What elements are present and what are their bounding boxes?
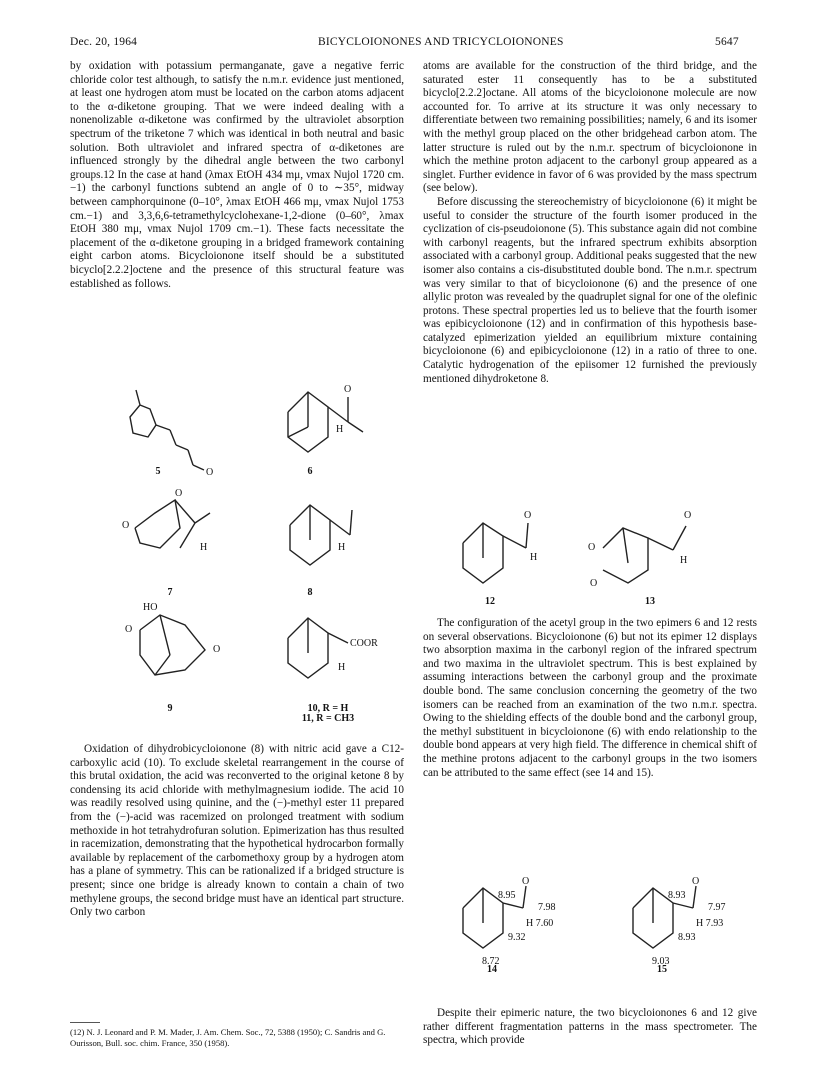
structure-6 bbox=[268, 382, 378, 472]
svg-text:H: H bbox=[200, 542, 208, 553]
structure-9 bbox=[115, 600, 245, 700]
left-paragraph-2: Oxidation of dihydrobicycloionone (8) with nitric acid gave a C12-carboxylic acid (10). To exclude skeletal rearrangement in the course of this brutal oxidation, the acid was reconverted to the original ketone 8 by condensing its acid chloride with methylmagnesium iodide. The acid 10 was readily resolved using quinine, and the (−)-methyl ester 11 prepared from the (−)-acid was racemized on prolonged treatment with sodium methoxide in hot tetrahydrofuran solution. Epimerization has thus resulted in racemization, demonstrating that the hypothetical hydrocarbon formally available by replacement of the carbomethoxy group by a hydrogen atom has a plane of symmetry. This can be rationalized if a bridged structure is present; since one bridge is already known to contain a chain of two methylene groups, the second bridge must have an identical part structure. Only two carbon bbox=[70, 743, 404, 919]
right-column-middle bbox=[423, 617, 757, 780]
right-paragraph-4: Despite their epimeric nature, the two bicycloionones 6 and 12 give rather different fragmentation patterns in the mass spectrometer. The spectra, which provide bbox=[423, 1007, 757, 1047]
label-9: 9 bbox=[167, 703, 173, 714]
svg-text:O: O bbox=[522, 876, 530, 887]
svg-text:H: H bbox=[336, 424, 344, 435]
svg-text:7.97: 7.97 bbox=[708, 902, 726, 913]
svg-text:9.03: 9.03 bbox=[652, 956, 670, 967]
label-14: 14 bbox=[487, 964, 497, 975]
svg-text:H: H bbox=[338, 542, 346, 553]
label-5: 5 bbox=[155, 466, 161, 477]
structure-8 bbox=[270, 495, 380, 585]
svg-text:O: O bbox=[213, 644, 221, 655]
svg-text:8.93: 8.93 bbox=[678, 932, 696, 943]
svg-text:HO: HO bbox=[143, 602, 158, 613]
svg-text:O: O bbox=[344, 384, 352, 395]
running-header-date: Dec. 20, 1964 bbox=[70, 36, 138, 48]
structure-14 bbox=[448, 878, 578, 968]
svg-text:O: O bbox=[684, 510, 692, 521]
svg-text:H 7.93: H 7.93 bbox=[696, 918, 724, 929]
label-11: 11, R = CH3 bbox=[301, 713, 355, 724]
right-column-bottom bbox=[423, 1007, 757, 1048]
label-13: 13 bbox=[645, 596, 655, 607]
label-12: 12 bbox=[485, 596, 495, 607]
page-number: 5647 bbox=[715, 36, 739, 48]
right-paragraph-1: atoms are available for the construction of the third bridge, and the saturated ester 11 consequently has to be a substituted bicyclo[2.2.2]octane. All atoms of the bicycloionone molecule are now accounted for. To arrive at its structure it was only necessary to differentiate between two remaining possibilities; namely, 6 and its isomer with the methyl group placed on the other bridgehead carbon atom. The latter structure is ruled out by the n.m.r. spectrum of bicycloionone in which the methine proton adjacent to the carbonyl group appeared as a singlet. Further evidence in favor of 6 was provided by the mass spectrum (see below). bbox=[423, 60, 757, 195]
label-8: 8 bbox=[307, 587, 313, 598]
left-column-top bbox=[70, 60, 404, 291]
svg-text:H: H bbox=[338, 662, 346, 673]
svg-text:8.95: 8.95 bbox=[498, 890, 516, 901]
svg-text:H 7.60: H 7.60 bbox=[526, 918, 554, 929]
structure-13 bbox=[588, 508, 728, 598]
svg-text:O: O bbox=[125, 624, 133, 635]
svg-text:O: O bbox=[692, 876, 700, 887]
structure-5 bbox=[118, 385, 214, 478]
footnote-12: (12) N. J. Leonard and P. M. Mader, J. Am. Chem. Soc., 72, 5388 (1950); C. Sandris and G. Ourisson, Bull. soc. chim. France, 350 (1958). bbox=[70, 1027, 386, 1048]
structure-15 bbox=[618, 878, 748, 968]
svg-text:8.72: 8.72 bbox=[482, 956, 500, 967]
right-column-top bbox=[423, 60, 757, 386]
footnote-rule bbox=[70, 1022, 100, 1023]
structure-12 bbox=[448, 508, 568, 598]
structure-7 bbox=[120, 488, 230, 578]
svg-text:O: O bbox=[590, 578, 598, 589]
label-6: 6 bbox=[307, 466, 313, 477]
svg-text:7.98: 7.98 bbox=[538, 902, 556, 913]
svg-text:H: H bbox=[680, 555, 688, 566]
label-7: 7 bbox=[167, 587, 173, 598]
left-paragraph-1: by oxidation with potassium permanganate, gave a negative ferric chloride color test although, to satisfy the n.m.r. evidence just mentioned, at least one hydrogen atom must be located on the carbon atoms adjacent to the α-diketone grouping. That we were indeed dealing with a nonenolizable α-diketone was confirmed by the ultraviolet absorption spectrum of the triketone 7 which was identical in both neutral and basic solution. Both ultraviolet and infrared spectra of α-diketones are influenced strongly by the dihedral angle between the two carbonyl groups.12 In the case at hand (λmax EtOH 434 mμ, νmax Nujol 1720 cm.−1) the carbonyl functions subtend an angle of 0 to ∼35°, midway between camphorquinone (0–10°, λmax EtOH 466 mμ, νmax Nujol 1753 cm.−1) and 3,3,6,6-tetramethylcyclohexane-1,2-dione (0–60°, λmax EtOH 380 mμ, νmax Nujol 1709 cm.−1). These facts necessitate the placement of the α-diketone grouping in a bridged framework containing eight carbon atoms. Bicycloionone itself should be a substituted bicyclo[2.2.2]octene and the presence of this structural feature was established as follows. bbox=[70, 60, 404, 290]
svg-text:O: O bbox=[122, 520, 130, 531]
svg-text:8.93: 8.93 bbox=[668, 890, 686, 901]
label-10: 10, R = H bbox=[307, 703, 349, 714]
right-paragraph-2: Before discussing the stereochemistry of bicycloionone (6) it might be useful to consider the structure of the fourth isomer produced in the cyclization of cis-pseudoionone (5). This substance again did not combine with carbonyl reagents, but the infrared spectrum exhibits absorption associated with a carbonyl group. Additional peaks suggested that the new isomer also contains a cis-disubstituted double bond. The n.m.r. spectrum was very similar to that of bicycloionone (6) and the presence of one allylic proton was revealed by the quadruplet signal for one of the olefinic protons. These spectral properties led us to believe that the fourth isomer was epibicycloionone (12) and in confirmation of this hypothesis base-catalyzed epimerization yielded an equilibrium mixture containing bicycloionone (6) and epibicycloionone (12) in a ratio of three to one. Catalytic hydrogenation of the epiisomer 12 furnished the previously mentioned dihydroketone 8. bbox=[423, 195, 757, 385]
running-header-title: BICYCLOIONONES AND TRICYCLOIONONES bbox=[318, 36, 564, 48]
svg-text:O: O bbox=[206, 467, 214, 478]
label-15: 15 bbox=[657, 964, 667, 975]
left-column-bottom bbox=[70, 743, 404, 920]
svg-text:H: H bbox=[530, 552, 538, 563]
svg-text:9.32: 9.32 bbox=[508, 932, 526, 943]
svg-text:O: O bbox=[588, 542, 596, 553]
svg-text:O: O bbox=[524, 510, 532, 521]
svg-text:O: O bbox=[175, 488, 183, 499]
structure-10-11 bbox=[268, 608, 398, 698]
svg-text:COOR: COOR bbox=[350, 638, 378, 649]
right-paragraph-3: The configuration of the acetyl group in the two epimers 6 and 12 rests on several observations. Bicycloionone (6) but not its epimer 12 displays two absorption maxima in the carbonyl region of the infrared spectrum and two maxima in the ultraviolet spectrum. This is best explained by assuming interactions between the carbonyl group and the proximate double bond. The same conclusion concerning the geometry of the two isomers can be reached from an examination of the two n.m.r. spectra. Owing to the shielding effects of the double bond and the carbonyl group, the methyl substituent in bicycloionone (6) with endo relationship to the double bond appears at very high field. The difference in chemical shift of the methine protons adjacent to the carbonyl groups in the two isomers can be attributed to the same effect (see 14 and 15). bbox=[423, 617, 757, 779]
